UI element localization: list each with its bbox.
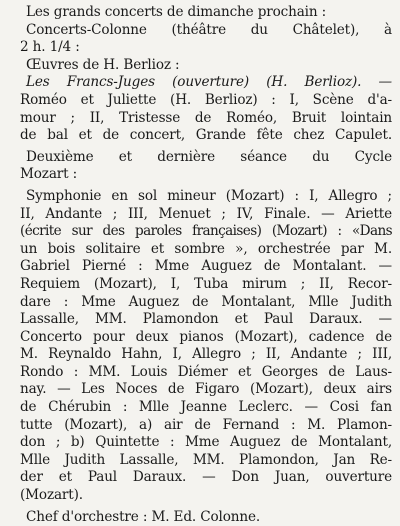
text-line: Concerto pour deux pianos (Mozart), cadence de xyxy=(20,328,392,345)
text-line: don ; b) Quintette : Mme Auguez de Montalant, xyxy=(20,434,392,451)
text-line: un bois solitaire et sombre », orchestrée par M. xyxy=(20,240,392,257)
text-line: tutte (Mozart), a) air de Fernand : M. Plamon- xyxy=(20,416,392,433)
text-line: der et Paul Daraux. — Don Juan, ouverture xyxy=(20,469,392,486)
text-line: Rondo : MM. Louis Diémer et Georges de Laus- xyxy=(20,363,392,380)
text-line: Chef d'orchestre : M. Ed. Colonne. xyxy=(26,508,261,525)
text-line: Œuvres de H. Berlioz : xyxy=(26,56,180,73)
text-line: de bal et de concert, Grande fête chez Capulet. xyxy=(20,127,392,144)
text-line: Les Francs-Juges (ouverture) (H. Berlioz). — xyxy=(26,74,392,91)
text-line: mour ; II, Tristesse de Roméo, Bruit lointain xyxy=(20,109,392,126)
text-line: de Chérubin : Mlle Jeanne Leclerc. — Cosi fan xyxy=(20,399,392,416)
text-line: Gabriel Pierné : Mme Auguez de Montalant. — xyxy=(20,258,392,275)
text-line: Roméo et Juliette (H. Berlioz) : I, Scène d'a- xyxy=(20,91,392,108)
text-line: 2 h. 1/4 : xyxy=(20,39,80,56)
text-line: Lassalle, MM. Plamondon et Paul Daraux. — xyxy=(20,311,392,328)
text-line: Mozart : xyxy=(20,166,78,183)
text-line: Les grands concerts de dimanche prochain : xyxy=(26,4,327,20)
text-line: dare : Mme Auguez de Montalant, Mlle Judith xyxy=(20,293,392,310)
text-line: nay. — Les Noces de Figaro (Mozart), deux airs xyxy=(20,381,392,398)
text-line: Mlle Judith Lassalle, MM. Plamondon, Jan Re- xyxy=(20,451,392,468)
text-line: (écrite sur des paroles françaises) (Mozart) : «Dans xyxy=(20,223,392,240)
text-line: M. Reynaldo Hahn, I, Allegro ; II, Andante ; III, xyxy=(20,346,392,363)
text-line: (Mozart). xyxy=(20,487,83,504)
text-line: Deuxième et dernière séance du Cycle xyxy=(26,148,392,165)
text-line: Concerts-Colonne (théâtre du Châtelet), à xyxy=(26,21,392,38)
text-line: II, Andante ; III, Menuet ; IV, Finale. — Ariette xyxy=(20,205,392,222)
text-line: Symphonie en sol mineur (Mozart) : I, Allegro ; xyxy=(26,187,392,204)
text-line: Requiem (Mozart), I, Tuba mirum ; II, Recor- xyxy=(20,275,392,292)
